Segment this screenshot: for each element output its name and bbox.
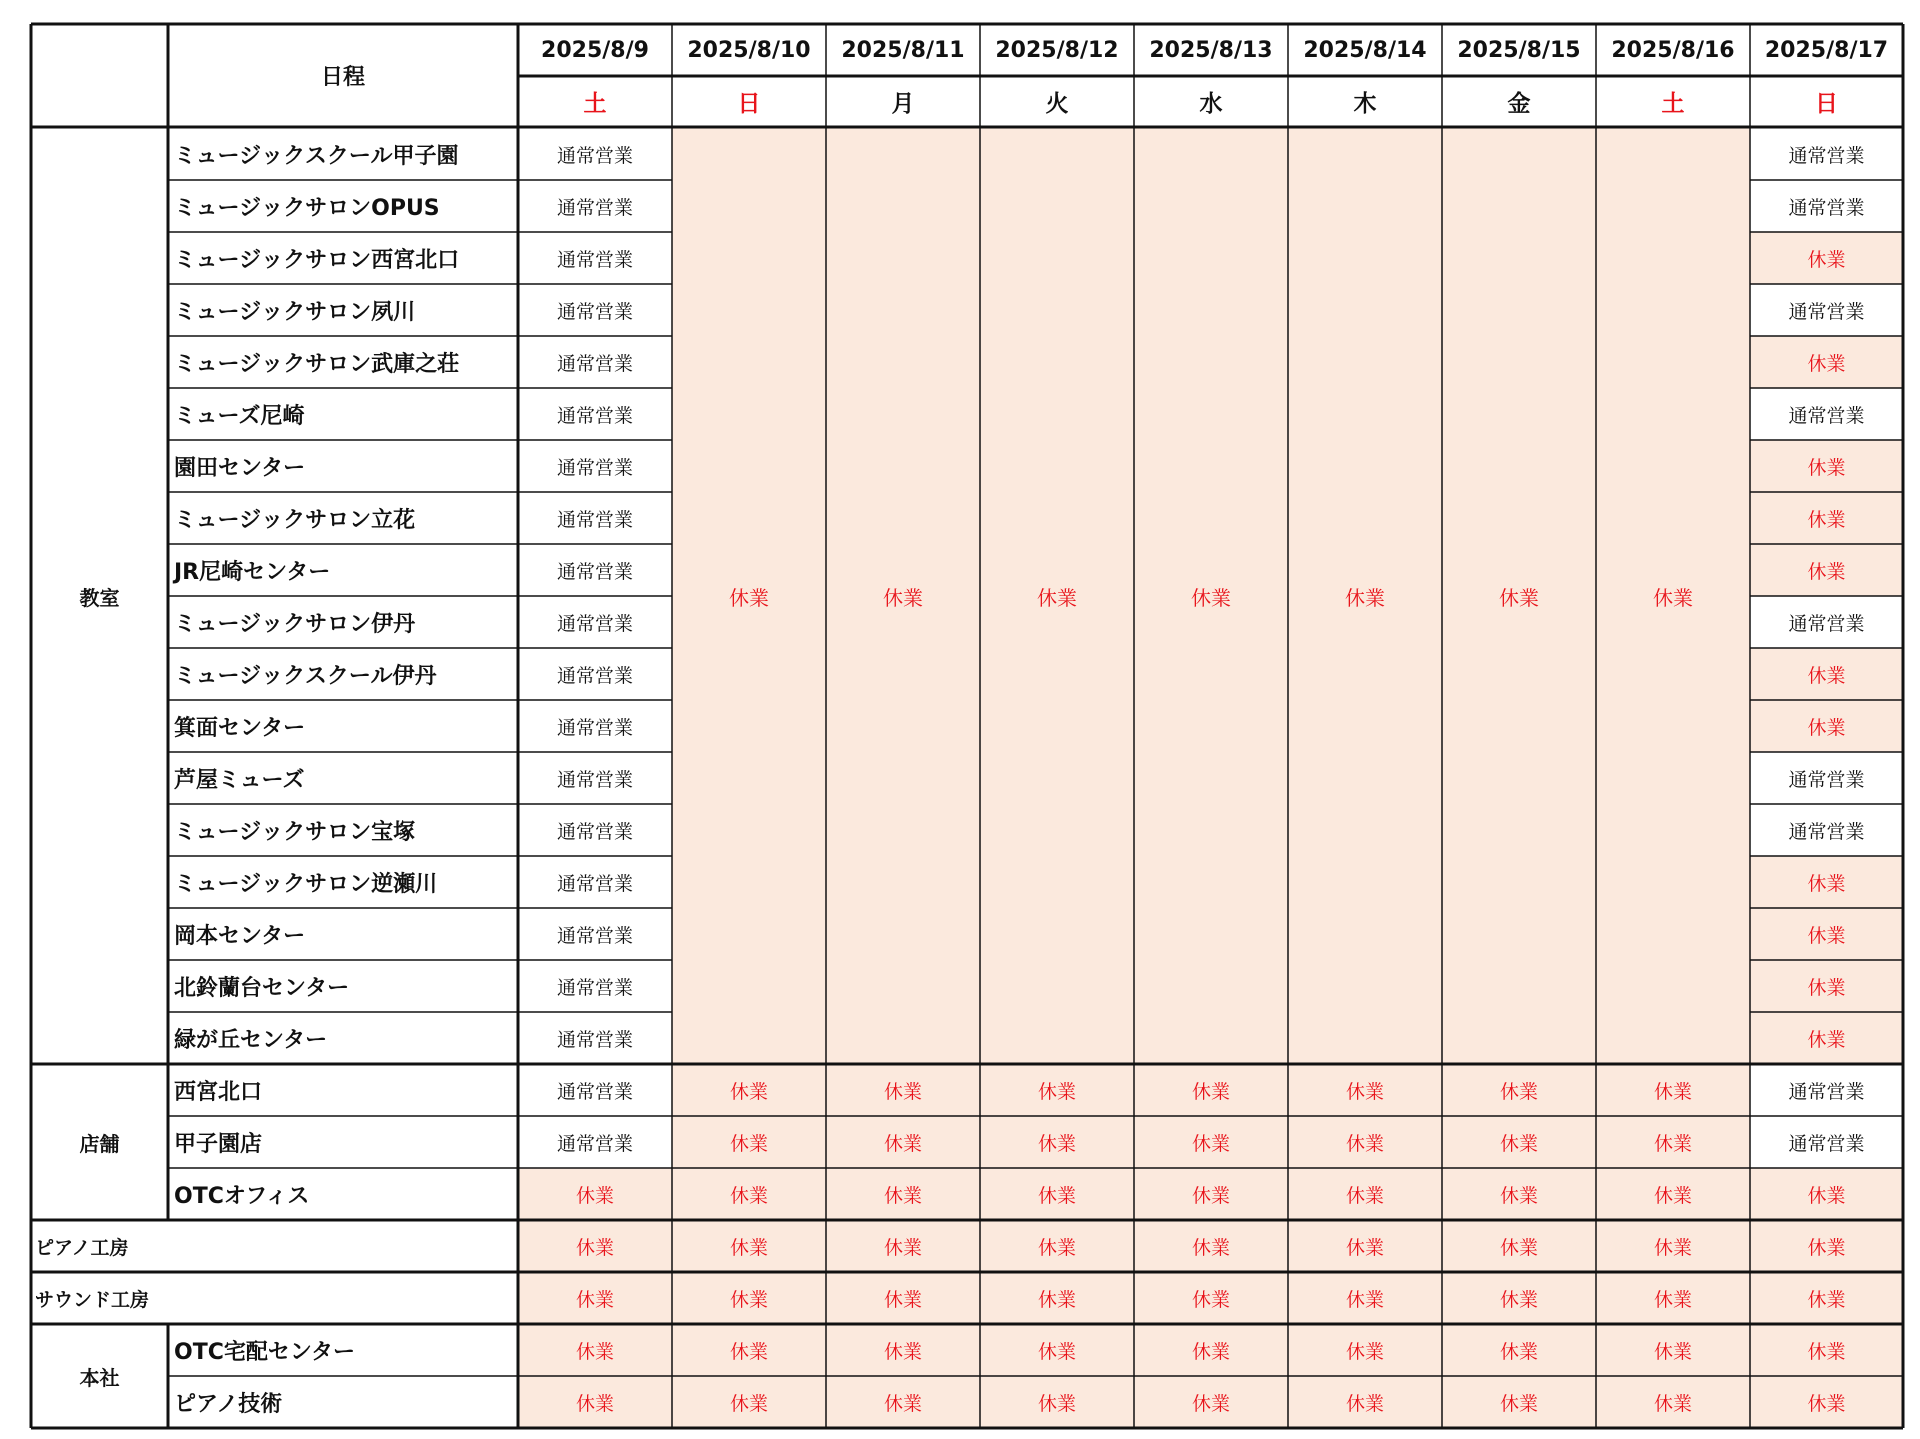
weekday-header: 土	[1661, 91, 1685, 117]
status-cell: 休業	[1134, 1168, 1288, 1220]
status-cell: 通常営業	[518, 180, 672, 232]
merged-closed-cell: 休業	[826, 128, 980, 1064]
status-cell: 休業	[1750, 1220, 1903, 1272]
location-name: 園田センター	[174, 455, 306, 481]
status-cell: 休業	[672, 1064, 826, 1116]
status-cell: 休業	[980, 1168, 1134, 1220]
status-cell: 休業	[1288, 1116, 1442, 1168]
status-cell: 通常営業	[518, 284, 672, 336]
location-name: ミュージックサロン宝塚	[174, 819, 416, 845]
location-name: JR尼崎センター	[174, 559, 331, 585]
status-cell: 休業	[1750, 700, 1903, 752]
status-cell: 休業	[1288, 1324, 1442, 1376]
status-cell: 通常営業	[518, 752, 672, 804]
merged-closed-cell: 休業	[1596, 128, 1750, 1064]
location-name: 北鈴蘭台センター	[174, 975, 350, 1001]
status-cell: 休業	[1750, 1168, 1903, 1220]
date-header: 2025/8/11	[841, 37, 965, 63]
status-cell: 休業	[672, 1272, 826, 1324]
location-name: ミュージックサロンOPUS	[174, 195, 440, 221]
status-cell: 休業	[1134, 1220, 1288, 1272]
status-cell: 休業	[1750, 1376, 1903, 1428]
status-cell: 休業	[980, 1220, 1134, 1272]
weekday-header: 火	[1045, 91, 1069, 117]
location-name: 芦屋ミューズ	[174, 767, 305, 793]
status-cell: 休業	[826, 1272, 980, 1324]
status-cell: 休業	[980, 1272, 1134, 1324]
location-name: 岡本センター	[174, 923, 306, 949]
status-cell: 休業	[1288, 1272, 1442, 1324]
status-cell: 通常営業	[518, 336, 672, 388]
date-header: 2025/8/17	[1764, 37, 1889, 63]
status-cell: 通常営業	[518, 492, 672, 544]
status-cell: 休業	[1750, 856, 1903, 908]
status-cell: 休業	[826, 1324, 980, 1376]
status-cell: 休業	[1596, 1064, 1750, 1116]
status-cell: 休業	[826, 1116, 980, 1168]
status-cell: 休業	[1750, 648, 1903, 700]
status-cell: 休業	[672, 1116, 826, 1168]
location-name: ミュージックサロン西宮北口	[174, 247, 460, 273]
group-label-piano-workshop: ピアノ工房	[35, 1236, 129, 1259]
status-cell: 休業	[1442, 1324, 1596, 1376]
date-header: 2025/8/12	[995, 37, 1119, 63]
status-cell: 休業	[672, 1376, 826, 1428]
status-cell: 通常営業	[1750, 180, 1903, 232]
status-cell: 通常営業	[518, 648, 672, 700]
status-cell: 休業	[1288, 1168, 1442, 1220]
status-cell: 休業	[1134, 1272, 1288, 1324]
status-cell: 休業	[1750, 908, 1903, 960]
date-header: 2025/8/10	[687, 37, 811, 63]
weekday-header: 土	[583, 91, 607, 117]
weekday-header: 日	[737, 91, 761, 117]
date-header: 2025/8/14	[1303, 37, 1427, 63]
status-cell: 通常営業	[518, 908, 672, 960]
status-cell: 休業	[1750, 1272, 1903, 1324]
status-cell: 休業	[1134, 1376, 1288, 1428]
status-cell: 休業	[518, 1168, 672, 1220]
status-cell: 休業	[1442, 1064, 1596, 1116]
status-cell: 休業	[1750, 960, 1903, 1012]
date-header: 2025/8/15	[1457, 37, 1581, 63]
status-cell: 休業	[518, 1220, 672, 1272]
status-cell: 通常営業	[518, 232, 672, 284]
status-cell: 休業	[518, 1376, 672, 1428]
status-cell: 休業	[826, 1168, 980, 1220]
status-cell: 休業	[1750, 1324, 1903, 1376]
merged-closed-cell: 休業	[1134, 128, 1288, 1064]
status-cell: 休業	[1442, 1376, 1596, 1428]
status-cell: 休業	[1596, 1324, 1750, 1376]
status-cell: 休業	[826, 1064, 980, 1116]
status-cell: 通常営業	[1750, 388, 1903, 440]
status-cell: 休業	[1596, 1376, 1750, 1428]
status-cell: 通常営業	[518, 388, 672, 440]
status-cell: 通常営業	[518, 1116, 672, 1168]
location-name: ピアノ技術	[174, 1391, 283, 1417]
status-cell: 通常営業	[1750, 752, 1903, 804]
status-cell: 休業	[1750, 232, 1903, 284]
status-cell: 通常営業	[1750, 804, 1903, 856]
location-name: ミュージックサロン夙川	[174, 299, 416, 325]
status-cell: 休業	[980, 1064, 1134, 1116]
date-header: 2025/8/13	[1149, 37, 1273, 63]
group-label-stores: 店舗	[79, 1131, 120, 1156]
location-name: ミュージックスクール甲子園	[174, 143, 459, 169]
status-cell: 休業	[518, 1272, 672, 1324]
status-cell: 休業	[826, 1220, 980, 1272]
status-cell: 通常営業	[1750, 1116, 1903, 1168]
status-cell: 休業	[980, 1376, 1134, 1428]
status-cell: 休業	[1288, 1376, 1442, 1428]
location-name: 箕面センター	[174, 715, 306, 741]
status-cell: 通常営業	[518, 128, 672, 180]
status-cell: 休業	[1596, 1116, 1750, 1168]
status-cell: 休業	[1288, 1064, 1442, 1116]
status-cell: 休業	[1596, 1272, 1750, 1324]
status-cell: 休業	[1750, 1012, 1903, 1064]
weekday-header: 日	[1815, 91, 1838, 117]
group-label-classroom: 教室	[79, 585, 120, 610]
group-label-headquarters: 本社	[79, 1365, 120, 1390]
status-cell: 通常営業	[518, 440, 672, 492]
status-cell: 休業	[1750, 440, 1903, 492]
merged-closed-cell: 休業	[672, 128, 826, 1064]
location-name: ミュージックサロン武庫之荘	[174, 351, 460, 377]
status-cell: 休業	[1750, 336, 1903, 388]
status-cell: 休業	[1442, 1220, 1596, 1272]
status-cell: 休業	[1442, 1116, 1596, 1168]
status-cell: 休業	[672, 1324, 826, 1376]
location-name: ミュージックスクール伊丹	[174, 663, 437, 689]
date-header: 2025/8/9	[541, 37, 649, 63]
status-cell: 休業	[1442, 1168, 1596, 1220]
status-cell: 休業	[980, 1324, 1134, 1376]
status-cell: 休業	[1750, 544, 1903, 596]
status-cell: 休業	[1750, 492, 1903, 544]
schedule-header-label: 日程	[320, 65, 365, 90]
weekday-header: 月	[891, 91, 915, 117]
status-cell: 通常営業	[1750, 1064, 1903, 1116]
weekday-header: 金	[1507, 91, 1531, 117]
status-cell: 通常営業	[518, 596, 672, 648]
status-cell: 通常営業	[518, 544, 672, 596]
status-cell: 休業	[672, 1220, 826, 1272]
status-cell: 休業	[672, 1168, 826, 1220]
status-cell: 通常営業	[1750, 284, 1903, 336]
status-cell: 休業	[1134, 1324, 1288, 1376]
location-name: 甲子園店	[174, 1131, 263, 1157]
location-name: ミューズ尼崎	[174, 403, 305, 429]
status-cell: 通常営業	[518, 856, 672, 908]
status-cell: 休業	[1596, 1220, 1750, 1272]
date-header: 2025/8/16	[1611, 37, 1735, 63]
status-cell: 休業	[1134, 1064, 1288, 1116]
status-cell: 休業	[1134, 1116, 1288, 1168]
status-cell: 休業	[518, 1324, 672, 1376]
status-cell: 休業	[1442, 1272, 1596, 1324]
merged-closed-cell: 休業	[1288, 128, 1442, 1064]
location-name: ミュージックサロン伊丹	[174, 611, 416, 637]
status-cell: 通常営業	[518, 700, 672, 752]
status-cell: 休業	[826, 1376, 980, 1428]
location-name: ミュージックサロン逆瀬川	[174, 871, 438, 897]
status-cell: 通常営業	[518, 1012, 672, 1064]
status-cell: 通常営業	[1750, 596, 1903, 648]
status-cell: 通常営業	[518, 1064, 672, 1116]
location-name: ミュージックサロン立花	[174, 507, 416, 533]
merged-closed-cell: 休業	[1442, 128, 1596, 1064]
weekday-header: 水	[1199, 91, 1223, 117]
merged-closed-cell: 休業	[980, 128, 1134, 1064]
group-label-sound-workshop: サウンド工房	[35, 1288, 150, 1311]
status-cell: 通常営業	[1750, 128, 1903, 180]
status-cell: 休業	[1596, 1168, 1750, 1220]
location-name: 西宮北口	[174, 1079, 263, 1105]
weekday-header: 木	[1353, 91, 1377, 117]
status-cell: 休業	[1288, 1220, 1442, 1272]
location-name: OTC宅配センター	[174, 1339, 355, 1365]
status-cell: 通常営業	[518, 960, 672, 1012]
status-cell: 通常営業	[518, 804, 672, 856]
location-name: OTCオフィス	[174, 1183, 310, 1209]
status-cell: 休業	[980, 1116, 1134, 1168]
location-name: 緑が丘センター	[174, 1027, 328, 1053]
